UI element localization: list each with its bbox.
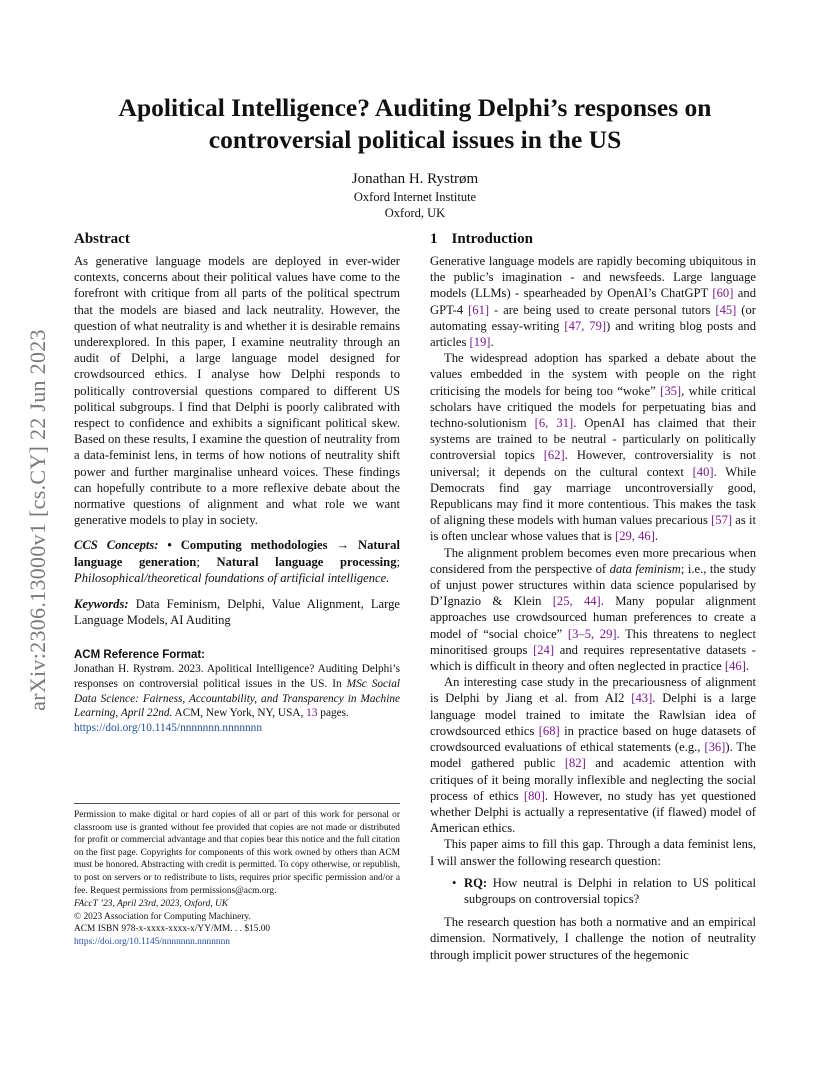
citation-link[interactable]: [45]: [715, 302, 737, 317]
citation-link[interactable]: [29, 46]: [615, 529, 655, 544]
citation-link[interactable]: [19]: [469, 335, 491, 350]
citation-link[interactable]: [61]: [468, 302, 490, 317]
citation-link[interactable]: [36]: [704, 740, 726, 755]
citation-link[interactable]: [3–5, 29]: [567, 626, 617, 641]
author-name: Jonathan H. Rystrøm: [351, 171, 479, 187]
acm-reference-part: pages.: [317, 707, 349, 720]
acm-reference: [74, 649, 400, 735]
keywords-text: Data Feminism, Delphi, Value Alignment, Large Language Models, AI Auditing: [74, 597, 400, 628]
conference-info: FAccT ’23, April 23rd, 2023, Oxford, UK: [74, 899, 228, 910]
citation-link[interactable]: [82]: [564, 756, 586, 771]
citation-link[interactable]: [47, 79]: [564, 318, 607, 333]
arxiv-sidebar: [18, 270, 58, 770]
ccs-label: CCS Concepts:: [74, 538, 159, 553]
author-affiliation: Oxford Internet Institute: [353, 190, 477, 204]
citation-link[interactable]: [62]: [543, 448, 565, 463]
ccs-item-philosophy: Philosophical/theoretical foundations of artificial intelligence.: [74, 570, 390, 585]
permission-notice: Permission to make digital or hard copies of all or part of this work for personal or classroom use is granted without fee provided that copies are not made or distributed for profit or commercial advantage and that copies bear this notice and the full citation on the first page. Copyrights for components of this work owned by others than ACM must be honored. Abstracting with credit is permitted. To copy otherwise, or republish, to post on servers or to redistribute to lists, requires prior specific permission and/or a fee. Request permissions from permissions@acm.org.: [74, 810, 400, 896]
ccs-item-computing: Computing methodologies: [180, 538, 328, 553]
abstract-heading: Abstract: [74, 231, 130, 247]
acm-reference-part: ACM, New York, NY, USA,: [172, 707, 307, 720]
rq-text: How neutral is Delphi in relation to US political subgroups on controversial topics?: [464, 875, 756, 906]
right-column: [430, 229, 756, 963]
acm-reference-pages-link[interactable]: 13: [306, 707, 318, 720]
left-column: [74, 229, 400, 735]
citation-link[interactable]: [6, 31]: [534, 416, 574, 431]
bullet-dot: •: [452, 875, 457, 890]
footnote-doi-link[interactable]: https://doi.org/10.1145/nnnnnnn.nnnnnnn: [74, 936, 230, 947]
keywords: [74, 596, 400, 628]
section-heading: [430, 229, 756, 249]
ccs-item-nlp: Natural language processing: [216, 554, 397, 569]
citation-link[interactable]: [68]: [538, 723, 560, 738]
ccs-separator: ;: [396, 554, 400, 569]
acm-reference-part: Jonathan H. Rystrøm. 2023. Apolitical Intelligence? Auditing Delphi’s responses on controversial political issues in the US. In: [74, 663, 400, 691]
rq-label: RQ:: [464, 875, 488, 890]
citation-link[interactable]: [35]: [660, 383, 682, 398]
ccs-concepts: [74, 537, 400, 586]
abstract-text: As generative language models are deployed in ever-wider contexts, concerns about their political values have come to the forefront with critique from all parts of the political spectrum that the models are biased and lack neutrality. However, the question of what neutrality is and whether it is desirable remains underexplored. In this paper, I examine neutrality through an audit of Delphi, a large language model designed for crowdsourced ethics. I analyse how Delphi responds to politically controversial questions compared to different US political subgroups. I find that Delphi is poorly calibrated with respect to confidence and exhibits a significant political skew. Based on these results, I examine the question of neutrality from a data-feminist lens, in terms of how notions of neutrality shift power and further marginalise unheard voices. These findings can hopefully contribute to a more reflexive debate about the normative questions of alignment and what role we want generative models to play in society.: [74, 254, 400, 528]
citation-link[interactable]: [46]: [724, 659, 746, 674]
footnote-divider: [74, 803, 400, 804]
acm-reference-doi-link[interactable]: https://doi.org/10.1145/nnnnnnn.nnnnnnn: [74, 721, 262, 734]
intro-paragraph-4: An interesting case study in the precariousness of alignment is Delphi by Jiang et al. from AI2 [43]. Delphi is a large language model trained to imitate the Rawlsian idea of crowdsourced ethics [68] in practice based on huge datasets of crowdsourced evaluations of ethical statements (e.g., [36]). The model gathered public [82] and academic attention with critiques of it being morally inflexible and neglecting the social process of ethics [80]. However, no study has yet questioned whether Delphi is actually a representative (if flawed) model of American ethics.: [430, 675, 757, 836]
author-block: [60, 170, 770, 221]
keywords-label: Keywords:: [74, 597, 129, 612]
intro-paragraph-6: The research question has both a normative and an empirical dimension. Normatively, I challenge the notion of neutrality through implicit power structures of the hegemonic: [430, 915, 756, 962]
research-question-item: [430, 875, 756, 907]
emphasis: data feminism: [609, 561, 681, 576]
intro-paragraph-5: This paper aims to fill this gap. Through a data feminist lens, I will answer the following research question:: [430, 837, 756, 868]
ccs-bullet: •: [167, 538, 172, 553]
citation-link[interactable]: [80]: [523, 788, 545, 803]
intro-paragraph-2: The widespread adoption has sparked a debate about the values embedded in the system with people on the right criticising the models for being too “woke” [35], while critical scholars have critiqued the models for perpetuating bias and techno-solutionism [6, 31]. OpenAI has claimed that their systems are trained to be neutral - particularly on politically controversial topics [62]. However, controversiality is not universal; it depends on the cultural context [40]. While Democrats find gay marriage uncontroversially good, Republicans may find it more contentious. This makes the task of aligning these models with human values precarious [57] as it is often unclear whose values that is [29, 46].: [430, 351, 757, 544]
ccs-separator: ;: [196, 554, 200, 569]
copyright-line: © 2023 Association for Computing Machinery.: [74, 911, 251, 922]
citation-link[interactable]: [40]: [692, 464, 714, 479]
author-location: Oxford, UK: [384, 206, 446, 220]
acm-reference-text: [74, 662, 400, 735]
intro-paragraph-1: Generative language models are rapidly becoming ubiquitous in the public’s imagination - and newsfeeds. Large language models (LLMs) - spearheaded by OpenAI’s ChatGPT [60] and GPT-4 [61] - are being used to create personal tutors [45] (or automating essay-writing [47, 79]) and writing blog posts and articles [19].: [430, 254, 757, 350]
citation-link[interactable]: [25, 44]: [552, 594, 601, 609]
acm-reference-venue: MSc Social Data Science: Fairness, Accountability, and Transparency in Machine Learning, April 22nd.: [74, 678, 400, 720]
section-number: 1: [430, 231, 438, 247]
citation-link[interactable]: [24]: [533, 642, 555, 657]
isbn-line: ACM ISBN 978-x-xxxx-xxxx-x/YY/MM. . . $15.00: [74, 924, 271, 935]
citation-link[interactable]: [57]: [711, 513, 733, 528]
ccs-item-nlg: Natural language generation: [74, 538, 400, 569]
citation-link[interactable]: [60]: [712, 286, 734, 301]
paper-title: Apolitical Intelligence? Auditing Delphi’s responses on controversial political issues in the US: [118, 93, 712, 154]
copyright-footnote: [74, 809, 400, 949]
arxiv-identifier: arXiv:2306.13000v1 [cs.CY] 22 Jun 2023: [25, 329, 50, 711]
ccs-arrow: →: [336, 538, 350, 553]
section-title: Introduction: [451, 231, 533, 247]
intro-paragraph-3: The alignment problem becomes even more precarious when considered from the perspective of data feminism; i.e., the study of unjust power structures within data science popularised by D’Ignazio & Klein [25, 44]. Many popular alignment approaches use crowdsourced human preferences to create a model of “social choice” [3–5, 29]. This threatens to neglect minoritised groups [24] and requires representative datasets - which is difficult in theory and often neglected in practice [46].: [430, 545, 756, 674]
acm-reference-heading: ACM Reference Format:: [74, 649, 205, 662]
citation-link[interactable]: [43]: [631, 691, 653, 706]
